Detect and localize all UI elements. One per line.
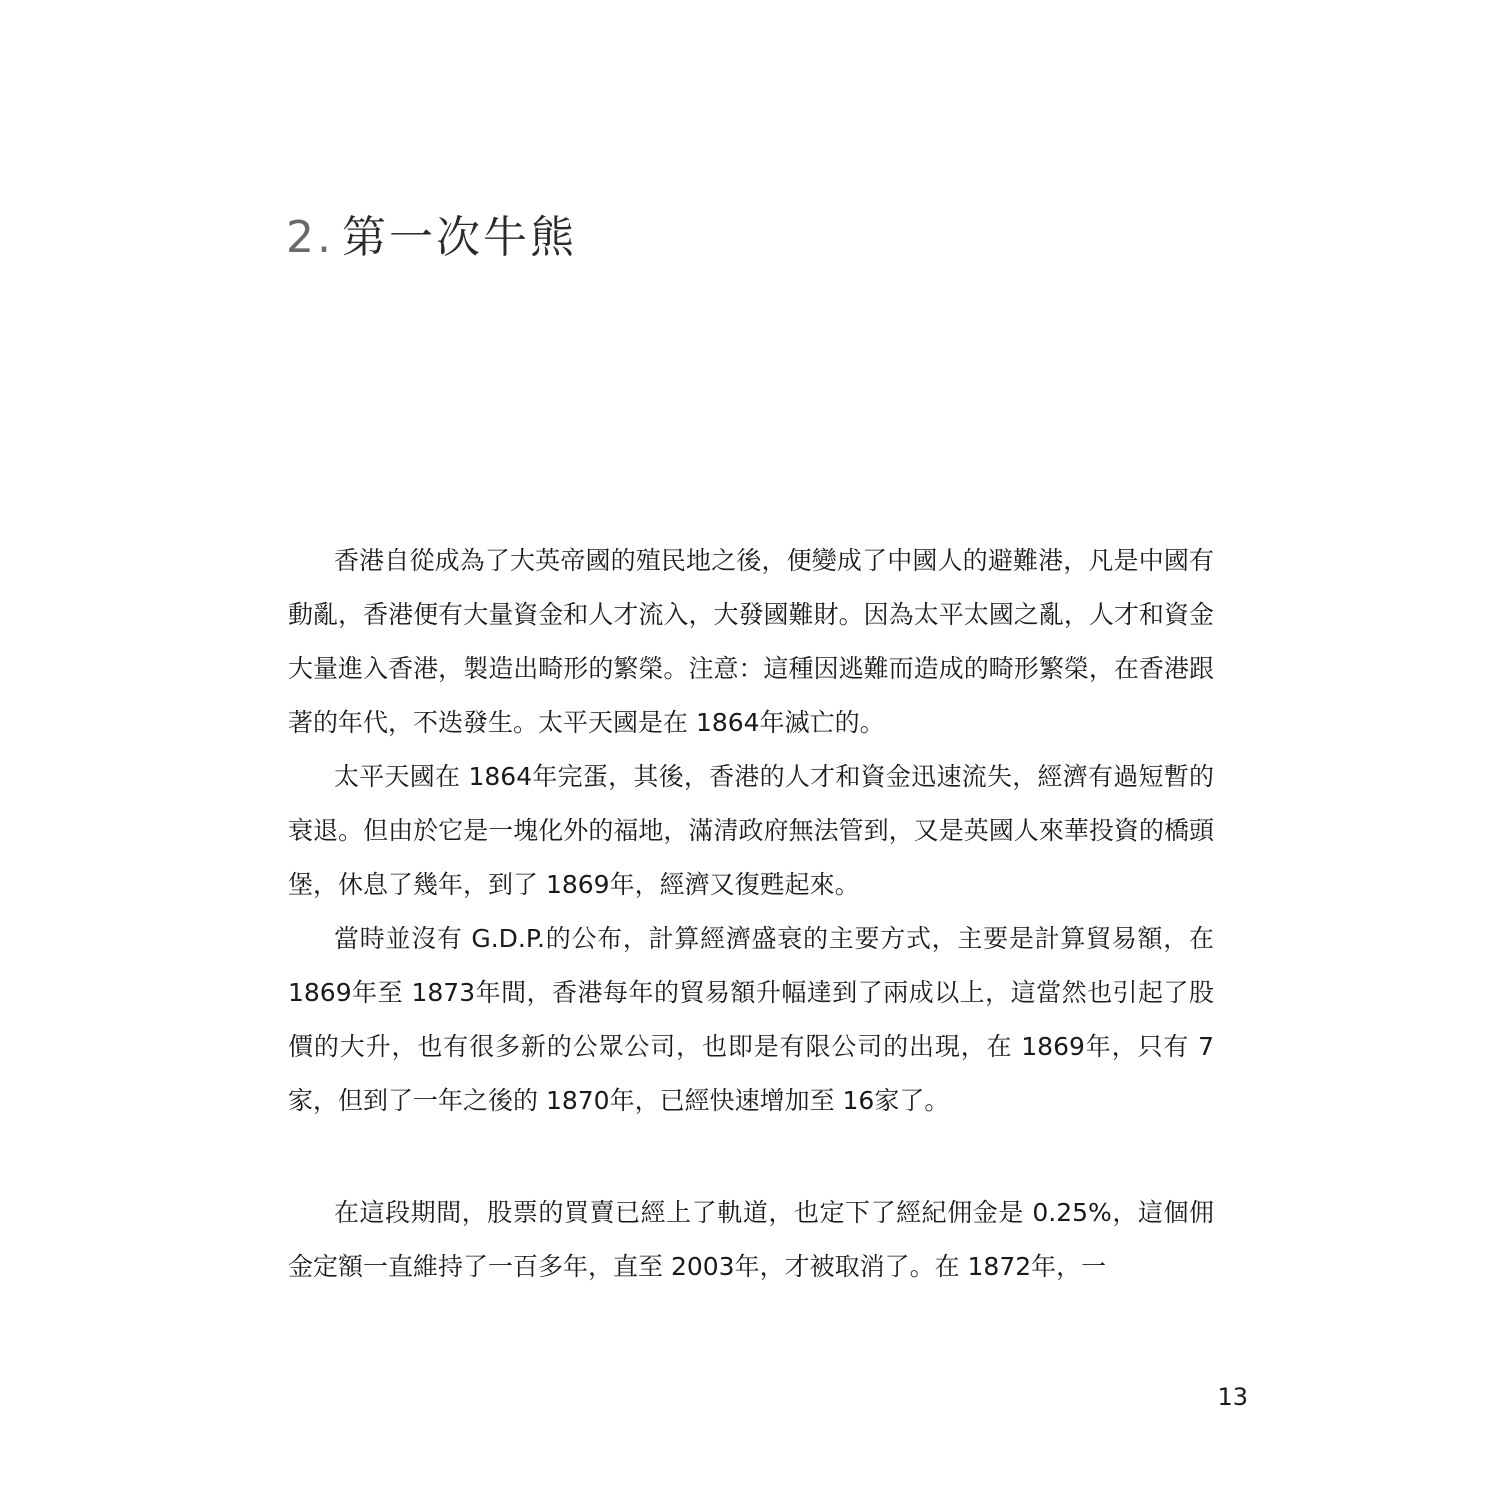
chapter-heading [286, 208, 577, 268]
chapter-title: 第一次牛熊 [341, 212, 577, 263]
page-number: 13 [1217, 1383, 1248, 1411]
paragraph-4: 在這段期間，股票的買賣已經上了軌道，也定下了經紀佣金是 0.25%，這個佣金定額一直維持了一百多年，直至 2003年，才被取消了。在 1872年，一 [288, 1198, 1214, 1281]
paragraph-2: 太平天國在 1864年完蛋，其後，香港的人才和資金迅速流失，經濟有過短暫的衰退。但由於它是一塊化外的福地，滿清政府無法管到，又是英國人來華投資的橋頭堡，休息了幾年，到了 1869年，經濟又復甦起來。 [288, 762, 1214, 899]
chapter-number: 2. [286, 212, 334, 263]
paragraph-3: 當時並沒有 G.D.P.的公布，計算經濟盛衰的主要方式，主要是計算貿易額，在 1869年至 1873年間，香港每年的貿易額升幅達到了兩成以上，這當然也引起了股價的大升，也有很多新的公眾公司，也即是有限公司的出現，在 1869年，只有 7家，但到了一年之後的 1870年，已經快速增加至 16家了。 [288, 924, 1214, 1115]
paragraph-1: 香港自從成為了大英帝國的殖民地之後，便變成了中國人的避難港，凡是中國有動亂，香港便有大量資金和人才流入，大發國難財。因為太平太國之亂，人才和資金大量進入香港，製造出畸形的繁榮。注意：這種因逃難而造成的畸形繁榮，在香港跟著的年代，不迭發生。太平天國是在 1864年滅亡的。 [288, 546, 1214, 737]
